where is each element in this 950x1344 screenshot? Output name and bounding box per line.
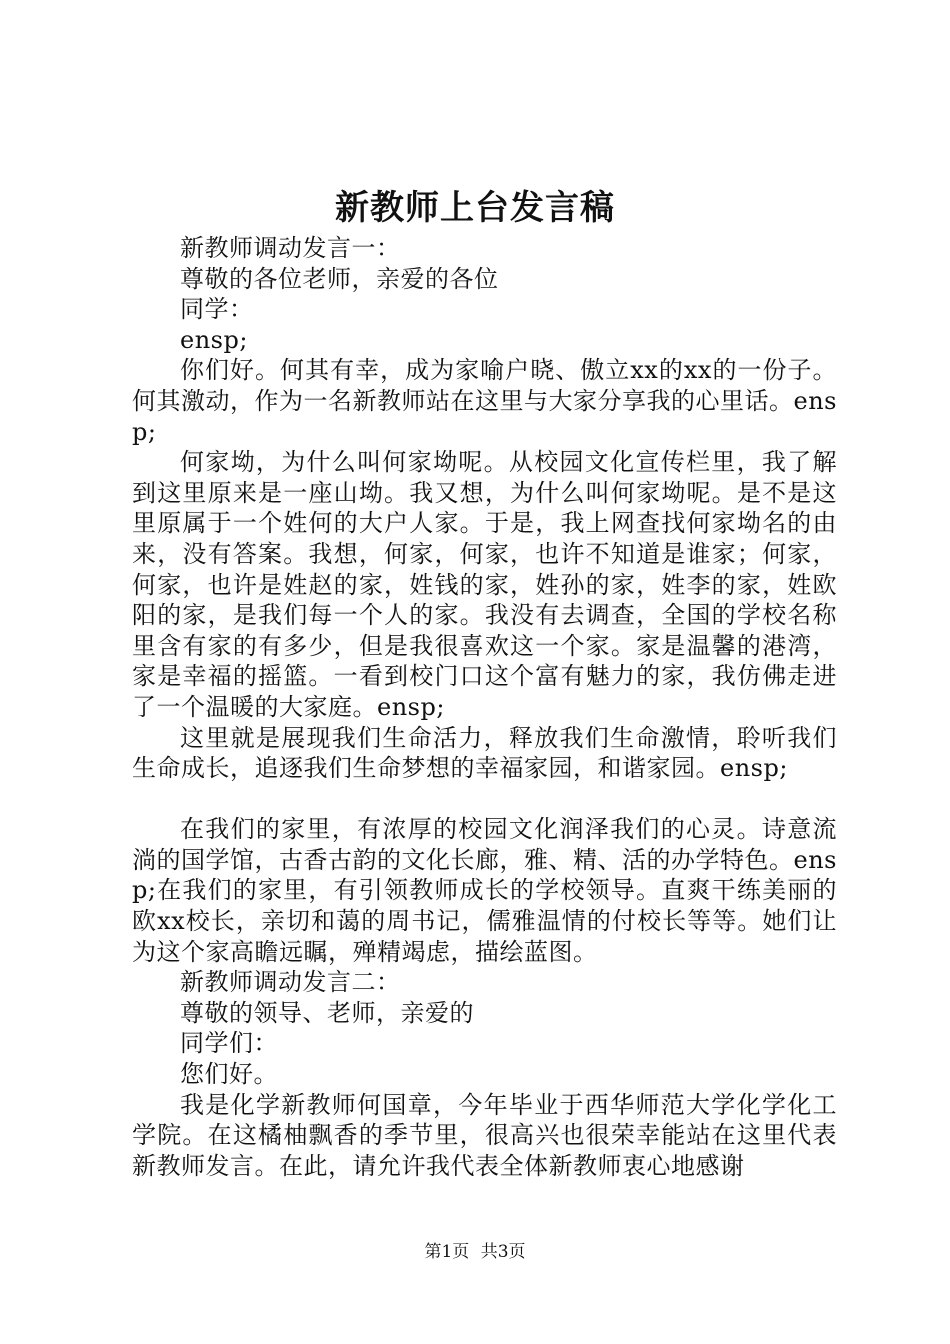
body-paragraph: 何家坳，为什么叫何家坳呢。从校园文化宣传栏里，我了解到这里原来是一座山坳。我又想，为什么叫何家坳呢。是不是这里原属于一个姓何的大户人家。于是，我上网查找何家坳名的由来，没有答案。我想，何家，何家，也许不知道是谁家；何家，何家，也许是姓赵的家，姓钱的家，姓孙的家，姓李的家，姓欧阳的家，是我们每一个人的家。我没有去调查，全国的学校名称里含有家的有多少，但是我很喜欢这一个家。家是温馨的港湾，家是幸福的摇篮。一看到校门口这个富有魅力的家，我仿佛走进了一个温暖的大家庭。ensp; xyxy=(132,448,837,721)
salutation-line: 同学： xyxy=(180,295,254,324)
body-paragraph: 你们好。何其有幸，成为家喻户晓、傲立xx的xx的一份子。何其激动，作为一名新教师站在这里与大家分享我的心里话。ensp; xyxy=(132,356,837,446)
document-body xyxy=(132,233,837,1181)
document-title: 新教师上台发言稿 xyxy=(335,188,615,228)
blank-line xyxy=(132,784,837,815)
page-footer xyxy=(0,1240,950,1264)
section-heading: 新教师调动发言一： xyxy=(180,234,401,262)
page-number: 第1页 xyxy=(424,1242,470,1262)
salutation-line: 尊敬的领导、老师，亲爱的 xyxy=(180,998,474,1027)
section-heading: 新教师调动发言二： xyxy=(180,968,401,997)
salutation-line: 尊敬的各位老师，亲爱的各位 xyxy=(180,264,499,293)
body-paragraph: 在我们的家里，有浓厚的校园文化润泽我们的心灵。诗意流淌的国学馆，古香古韵的文化长廊，雅、精、活的办学特色。ensp;在我们的家里，有引领教师成长的学校领导。直爽干练美丽的欧xx校长，亲切和蔼的周书记，儒雅温情的付校长等等。她们让为这个家高瞻远瞩，殚精竭虑，描绘蓝图。 xyxy=(132,815,837,966)
page-total: 共3页 xyxy=(480,1242,526,1262)
body-paragraph: 我是化学新教师何国章，今年毕业于西华师范大学化学化工学院。在这橘柚飘香的季节里，很高兴也很荣幸能站在这里代表新教师发言。在此，请允许我代表全体新教师衷心地感谢 xyxy=(132,1090,837,1180)
body-paragraph: ensp; xyxy=(180,325,248,354)
greeting-line: 您们好。 xyxy=(180,1060,278,1089)
body-paragraph: 这里就是展现我们生命活力，释放我们生命激情，聆听我们生命成长，追逐我们生命梦想的幸福家园，和谐家园。ensp; xyxy=(132,723,837,783)
salutation-line: 同学们： xyxy=(180,1029,278,1058)
